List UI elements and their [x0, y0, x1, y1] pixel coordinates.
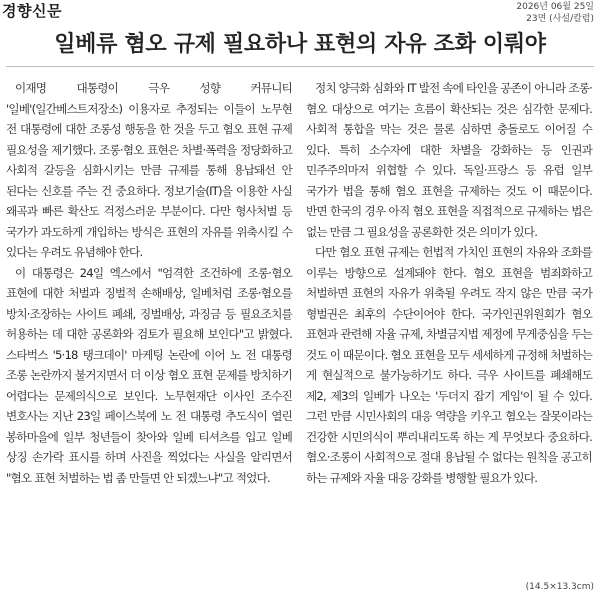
paragraph: 이재명 대통령이 극우 성향 커뮤니티 '일베'(일간베스트저장소) 이용자로 추정되는 이들이 노무현 전 대통령에 대한 조롱성 행동을 한 것을 두고 혐오 표현 규제 필요성을 제기했다. 조롱·혐오 표현은 차별·폭력을 정당화하고 사회적 갈등을 심화시키는 만큼 규제를 통해 용납돼선 안 된다는 신호를 주는 건 중요하다. 정보기술(IT)을 이용한 사실 왜곡과 빠른 확산도 걱정스러운 부분이다. 다만 형사처벌 등 국가가 과도하게 개입하는 방식은 표현의 자유를 위축시킬 수 있다는 우려도 유념해야 한다.: [6, 81, 292, 259]
left-column: [6, 78, 292, 488]
paragraph: 이 대통령은 24일 엑스에서 "엄격한 조건하에 조롱·혐오 표현에 대한 처벌과 징벌적 손해배상, 일베처럼 조롱·혐오를 방치·조장하는 사이트 폐쇄, 징벌배상, 과징금 등 필요조치를 허용하는 데 대한 공론화와 검토가 필요해 보인다"고 밝혔다. 스타벅스 '5·18 탱크데이' 마케팅 논란에 이어 노 전 대통령 조롱 논란까지 불거지면서 더 이상 혐오 표현 문제를 방치하기 어렵다는 문제의식으로 보인다. 노무현재단 이사인 조수진 변호사는 지난 23일 페이스북에 노 전 대통령 추도식이 열린 봉하마을에 일부 청년들이 찾아와 일베 티셔츠를 입고 일베 상징 손가락 표시를 하며 사진을 찍었다는 사실을 알리면서 "혐오 표현 처벌하는 법 좀 만들면 안 되겠느냐"고 적었다.: [6, 265, 292, 485]
headline: 일베류 혐오 규제 필요하나 표현의 자유 조화 이뤄야: [54, 32, 546, 57]
headline-rule: [6, 66, 594, 67]
paragraph: 다만 혐오 표현 규제는 헌법적 가치인 표현의 자유와 조화를 이루는 방향으로 설계돼야 한다. 혐오 표현을 범죄화하고 처벌하면 표현의 자유가 위축될 우려도 작지 않은 만큼 국가 형벌권은 최후의 수단이어야 한다. 국가인권위원회가 혐오 표현과 관련해 자율 규제, 차별금지법 제정에 무게중심을 두는 것도 이 때문이다. 혐오 표현을 모두 세세하게 규정해 처벌하는 게 현실적으로 불가능하기도 하다. 극우 사이트를 폐쇄해도 제2, 제3의 일베가 나오는 '두더지 잡기 게임'이 될 수 있다. 그런 만큼 시민사회의 대응 역량을 키우고 혐오는 잘못이라는 건강한 시민의식이 뿌리내리도록 하는 게 무엇보다 중요하다. 혐오·조롱이 사회적으로 절대 용납될 수 없다는 원칙을 공고히 하는 규제와 자율 대응 강화를 병행할 필요가 있다.: [306, 245, 592, 485]
paragraph: 정치 양극화 심화와 IT 발전 속에 타인을 공존이 아니라 조롱·혐오 대상으로 여기는 흐름이 확산되는 것은 심각한 문제다. 사회적 통합을 막는 것은 물론 심하면 충돌로도 이어질 수 있다. 특히 소수자에 대한 차별을 강화하는 등 인권과 민주주의마저 위협할 수 있다. 독일·프랑스 등 유럽 일부 국가가 법을 통해 혐오 표현을 규제하는 것도 이 때문이다. 반면 한국의 경우 아직 혐오 표현을 직접적으로 규제하는 법은 없는 만큼 그 필요성을 공론화한 것은 의미가 있다.: [306, 81, 592, 239]
meta-block: [516, 1, 594, 25]
masthead: 경향신문: [2, 2, 62, 20]
page-section: 23면 (사설/칼럼): [526, 14, 594, 24]
publish-date: 2026년 06월 25일: [516, 2, 594, 12]
article-size-note: (14.5×13.3cm): [525, 582, 594, 592]
right-column: [306, 78, 592, 488]
